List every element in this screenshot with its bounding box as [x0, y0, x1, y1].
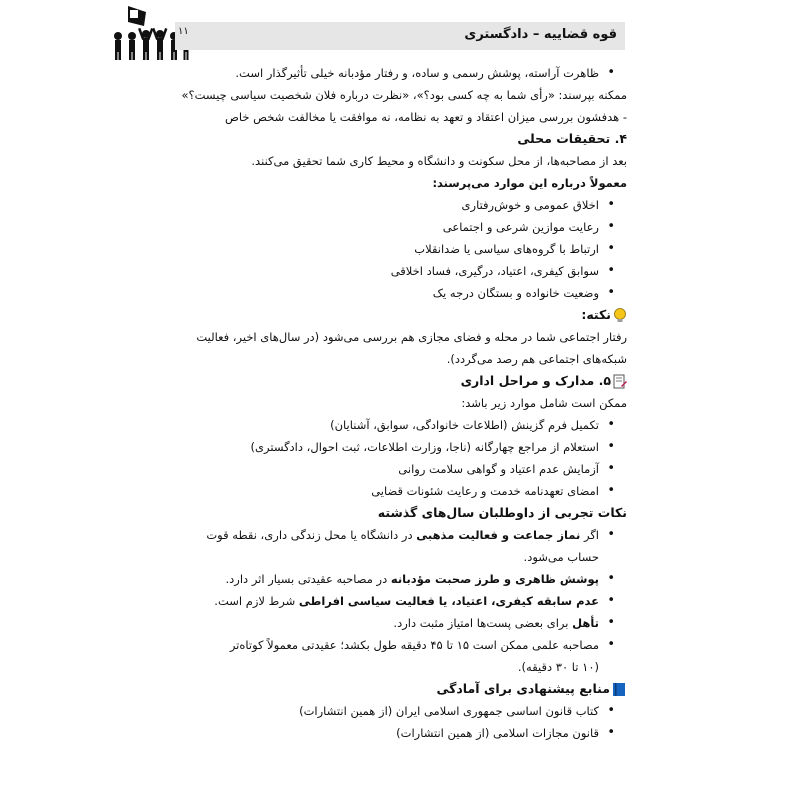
- note-title: نکته:: [581, 307, 611, 322]
- header-title: قوه قضاییه – دادگستری: [464, 27, 617, 42]
- local-investigation-heading: ۴. تحقیقات محلی: [517, 131, 627, 146]
- tip-item: [172, 590, 627, 612]
- list-item: • سوابق کیفری، اعتیاد، درگیری، فساد اخلاقی: [172, 260, 627, 282]
- tip-bold: پوشش ظاهری و طرز صحبت مؤدبانه: [390, 572, 599, 586]
- tip-post: در دانشگاه یا محل زندگی داری، نقطه قوت: [206, 528, 417, 542]
- tip-post: در مصاحبه عقیدتی بسیار اثر دارد.: [225, 572, 391, 586]
- documents-heading: [172, 370, 627, 392]
- goal-text: - هدفشون بررسی میزان اعتقاد و تعهد به نظامه، نه موافقت یا مخالفت شخص خاص: [225, 110, 627, 124]
- tip-item: [172, 634, 627, 656]
- page-header: [175, 22, 625, 50]
- note-line-1: رفتار اجتماعی شما در محله و فضای مجازی هم بررسی می‌شود (در سال‌های اخیر، فعالیت: [196, 330, 627, 344]
- tip-item: [172, 524, 627, 546]
- list-item: • کتاب قانون اساسی جمهوری اسلامی ایران (از همین انتشارات): [172, 700, 627, 722]
- lightbulb-icon: [613, 308, 627, 324]
- tip-post: برای بعضی پست‌ها امتیاز مثبت دارد.: [393, 616, 573, 630]
- tip-continuation: [172, 656, 627, 678]
- list-item: • ارتباط با گروه‌های سیاسی یا ضدانقلاب: [172, 238, 627, 260]
- book-icon: [612, 682, 627, 697]
- may-ask-text: ممکنه بپرسند: «رأی شما به چه کسی بود؟»، «نظرت درباره فلان شخصیت سیاسی چیست؟»: [181, 88, 627, 102]
- documents-title: ۵. مدارک و مراحل اداری: [460, 373, 611, 388]
- tips-heading: نکات تجربی از داوطلبان سال‌های گذشته: [377, 505, 627, 520]
- document-pen-icon: [613, 374, 627, 390]
- tip-pre: مصاحبه علمی ممکن است ۱۵ تا ۴۵ دقیقه طول بکشد؛ عقیدتی معمولاً کوتاه‌تر: [229, 638, 599, 652]
- list-item: • رعایت موازین شرعی و اجتماعی: [172, 216, 627, 238]
- tip-pre: اگر: [580, 528, 599, 542]
- sources-heading: [172, 678, 627, 700]
- tip-post: شرط لازم است.: [214, 594, 299, 608]
- list-item: • تکمیل فرم گزینش (اطلاعات خانوادگی، سوابق، آشنایان): [172, 414, 627, 436]
- bullet-appearance: • ظاهرت آراسته، پوشش رسمی و ساده، و رفتار مؤدبانه خیلی تأثیرگذار است.: [172, 62, 627, 84]
- tip-bold: عدم سابقه کیفری، اعتیاد، یا فعالیت سیاسی افراطی: [298, 594, 599, 608]
- page-number: ۱۱: [178, 26, 189, 37]
- tip-cont-text: حساب می‌شود.: [523, 550, 599, 564]
- note-heading: [172, 304, 627, 326]
- tip-bold: نماز جماعت و فعالیت مذهبی: [416, 528, 581, 542]
- page-content: [172, 62, 627, 744]
- list-item: • اخلاق عمومی و خوش‌رفتاری: [172, 194, 627, 216]
- tip-cont-text: (۱۰ تا ۳۰ دقیقه).: [517, 660, 599, 674]
- usually-ask-label: معمولاً درباره این موارد می‌پرسند:: [432, 176, 627, 190]
- local-investigation-desc: بعد از مصاحبه‌ها، از محل سکونت و دانشگاه و محیط کاری شما تحقیق می‌کنند.: [251, 154, 627, 168]
- tip-bold: تأهل: [572, 616, 599, 630]
- list-item: • قانون مجازات اسلامی (از همین انتشارات): [172, 722, 627, 744]
- list-item: • استعلام از مراجع چهارگانه (ناجا، وزارت اطلاعات، ثبت احوال، دادگستری): [172, 436, 627, 458]
- list-item: • امضای تعهدنامه خدمت و رعایت شئونات قضایی: [172, 480, 627, 502]
- tip-item: [172, 568, 627, 590]
- tip-continuation: [172, 546, 627, 568]
- documents-desc: ممکن است شامل موارد زیر باشد:: [461, 396, 627, 410]
- list-item: • آزمایش عدم اعتیاد و گواهی سلامت روانی: [172, 458, 627, 480]
- note-line-2: شبکه‌های اجتماعی هم رصد می‌گردد).: [446, 352, 627, 366]
- list-item: • وضعیت خانواده و بستگان درجه یک: [172, 282, 627, 304]
- tip-item: [172, 612, 627, 634]
- sources-title: منابع پیشنهادی برای آمادگی: [436, 681, 610, 696]
